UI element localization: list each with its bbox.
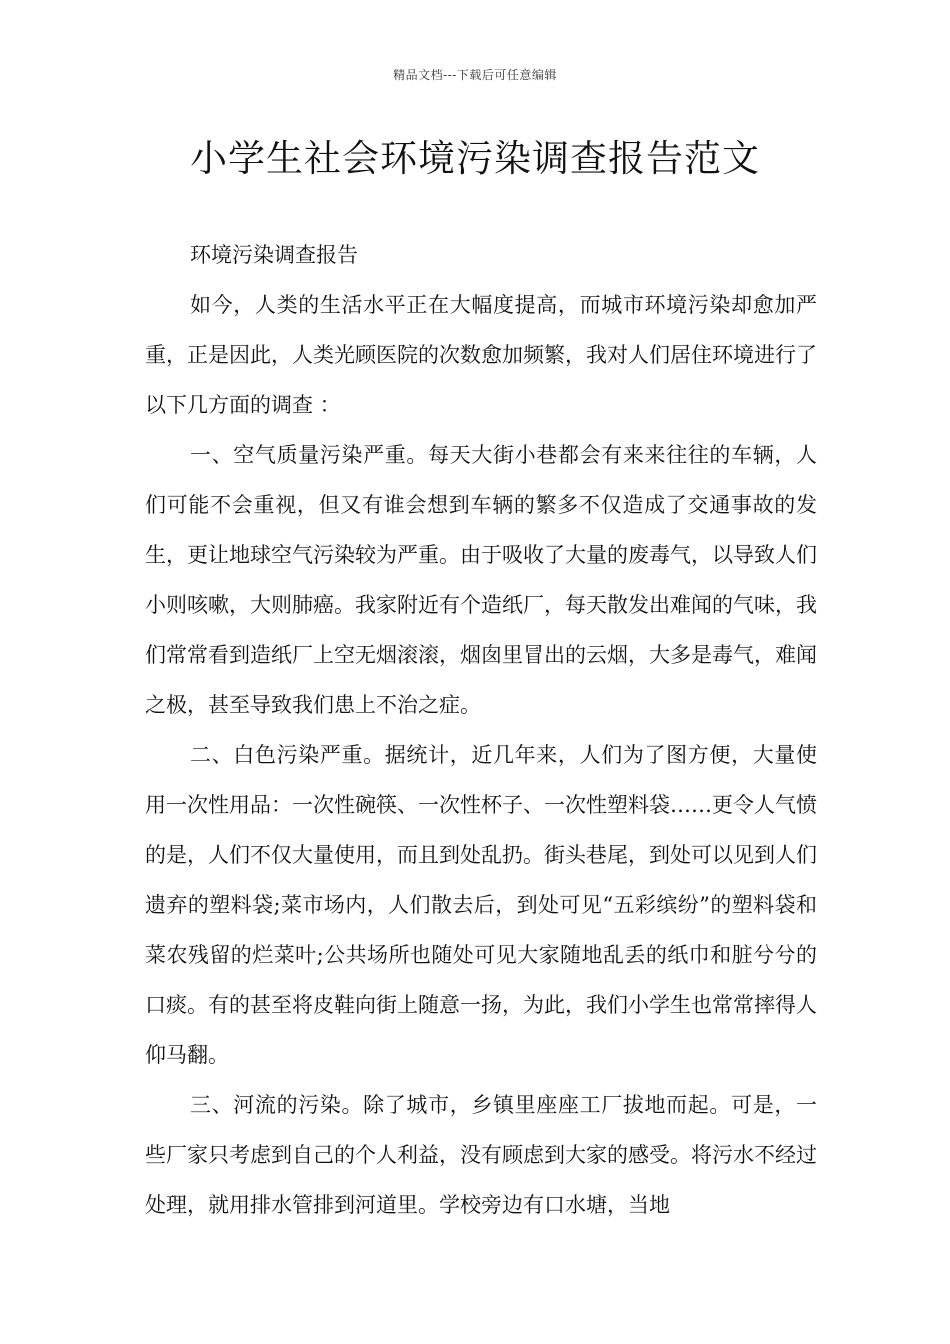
section-heading: 环境污染调查报告 [190,243,358,267]
document-body [145,230,817,1230]
paragraph-air-pollution: 一、空气质量污染严重。每天大街小巷都会有来来往往的车辆，人们可能不会重视，但又有谁会想到车辆的繁多不仅造成了交通事故的发生，更让地球空气污染较为严重。由于吸收了大量的废毒气，以导致人们小则咳嗽，大则肺癌。我家附近有个造纸厂，每天散发出难闻的气味，我们常常看到造纸厂上空无烟滚滚，烟囱里冒出的云烟，大多是毒气，难闻之极，甚至导致我们患上不治之症。 [145,443,817,717]
paragraph-river-pollution: 三、河流的污染。除了城市，乡镇里座座工厂拔地而起。可是，一些厂家只考虑到自己的个人利益，没有顾虑到大家的感受。将污水不经过处理，就用排水管排到河道里。学校旁边有口水塘，当地 [145,1093,817,1217]
document-title: 小学生社会环境污染调查报告范文 [190,137,760,180]
paragraph-intro: 如今，人类的生活水平正在大幅度提高，而城市环境污染却愈加严重，正是因此，人类光顾医院的次数愈加频繁，我对人们居住环境进行了以下几方面的调查 ： [145,293,817,417]
header-note: 精品文档---下载后可任意编辑 [393,68,557,82]
paragraph-white-pollution: 二、白色污染严重。据统计，近几年来，人们为了图方便，大量使用一次性用品：一次性碗筷、一次性杯子、一次性塑料袋……更令人气愤的是，人们不仅大量使用，而且到处乱扔。街头巷尾，到处可以见到人们遗弃的塑料袋;菜市场内，人们散去后，到处可见“五彩缤纷”的塑料袋和菜农残留的烂菜叶;公共场所也随处可见大家随地乱丢的纸巾和脏兮兮的口痰。有的甚至将皮鞋向街上随意一扬，为此，我们小学生也常常摔得人仰马翻。 [145,743,817,1067]
